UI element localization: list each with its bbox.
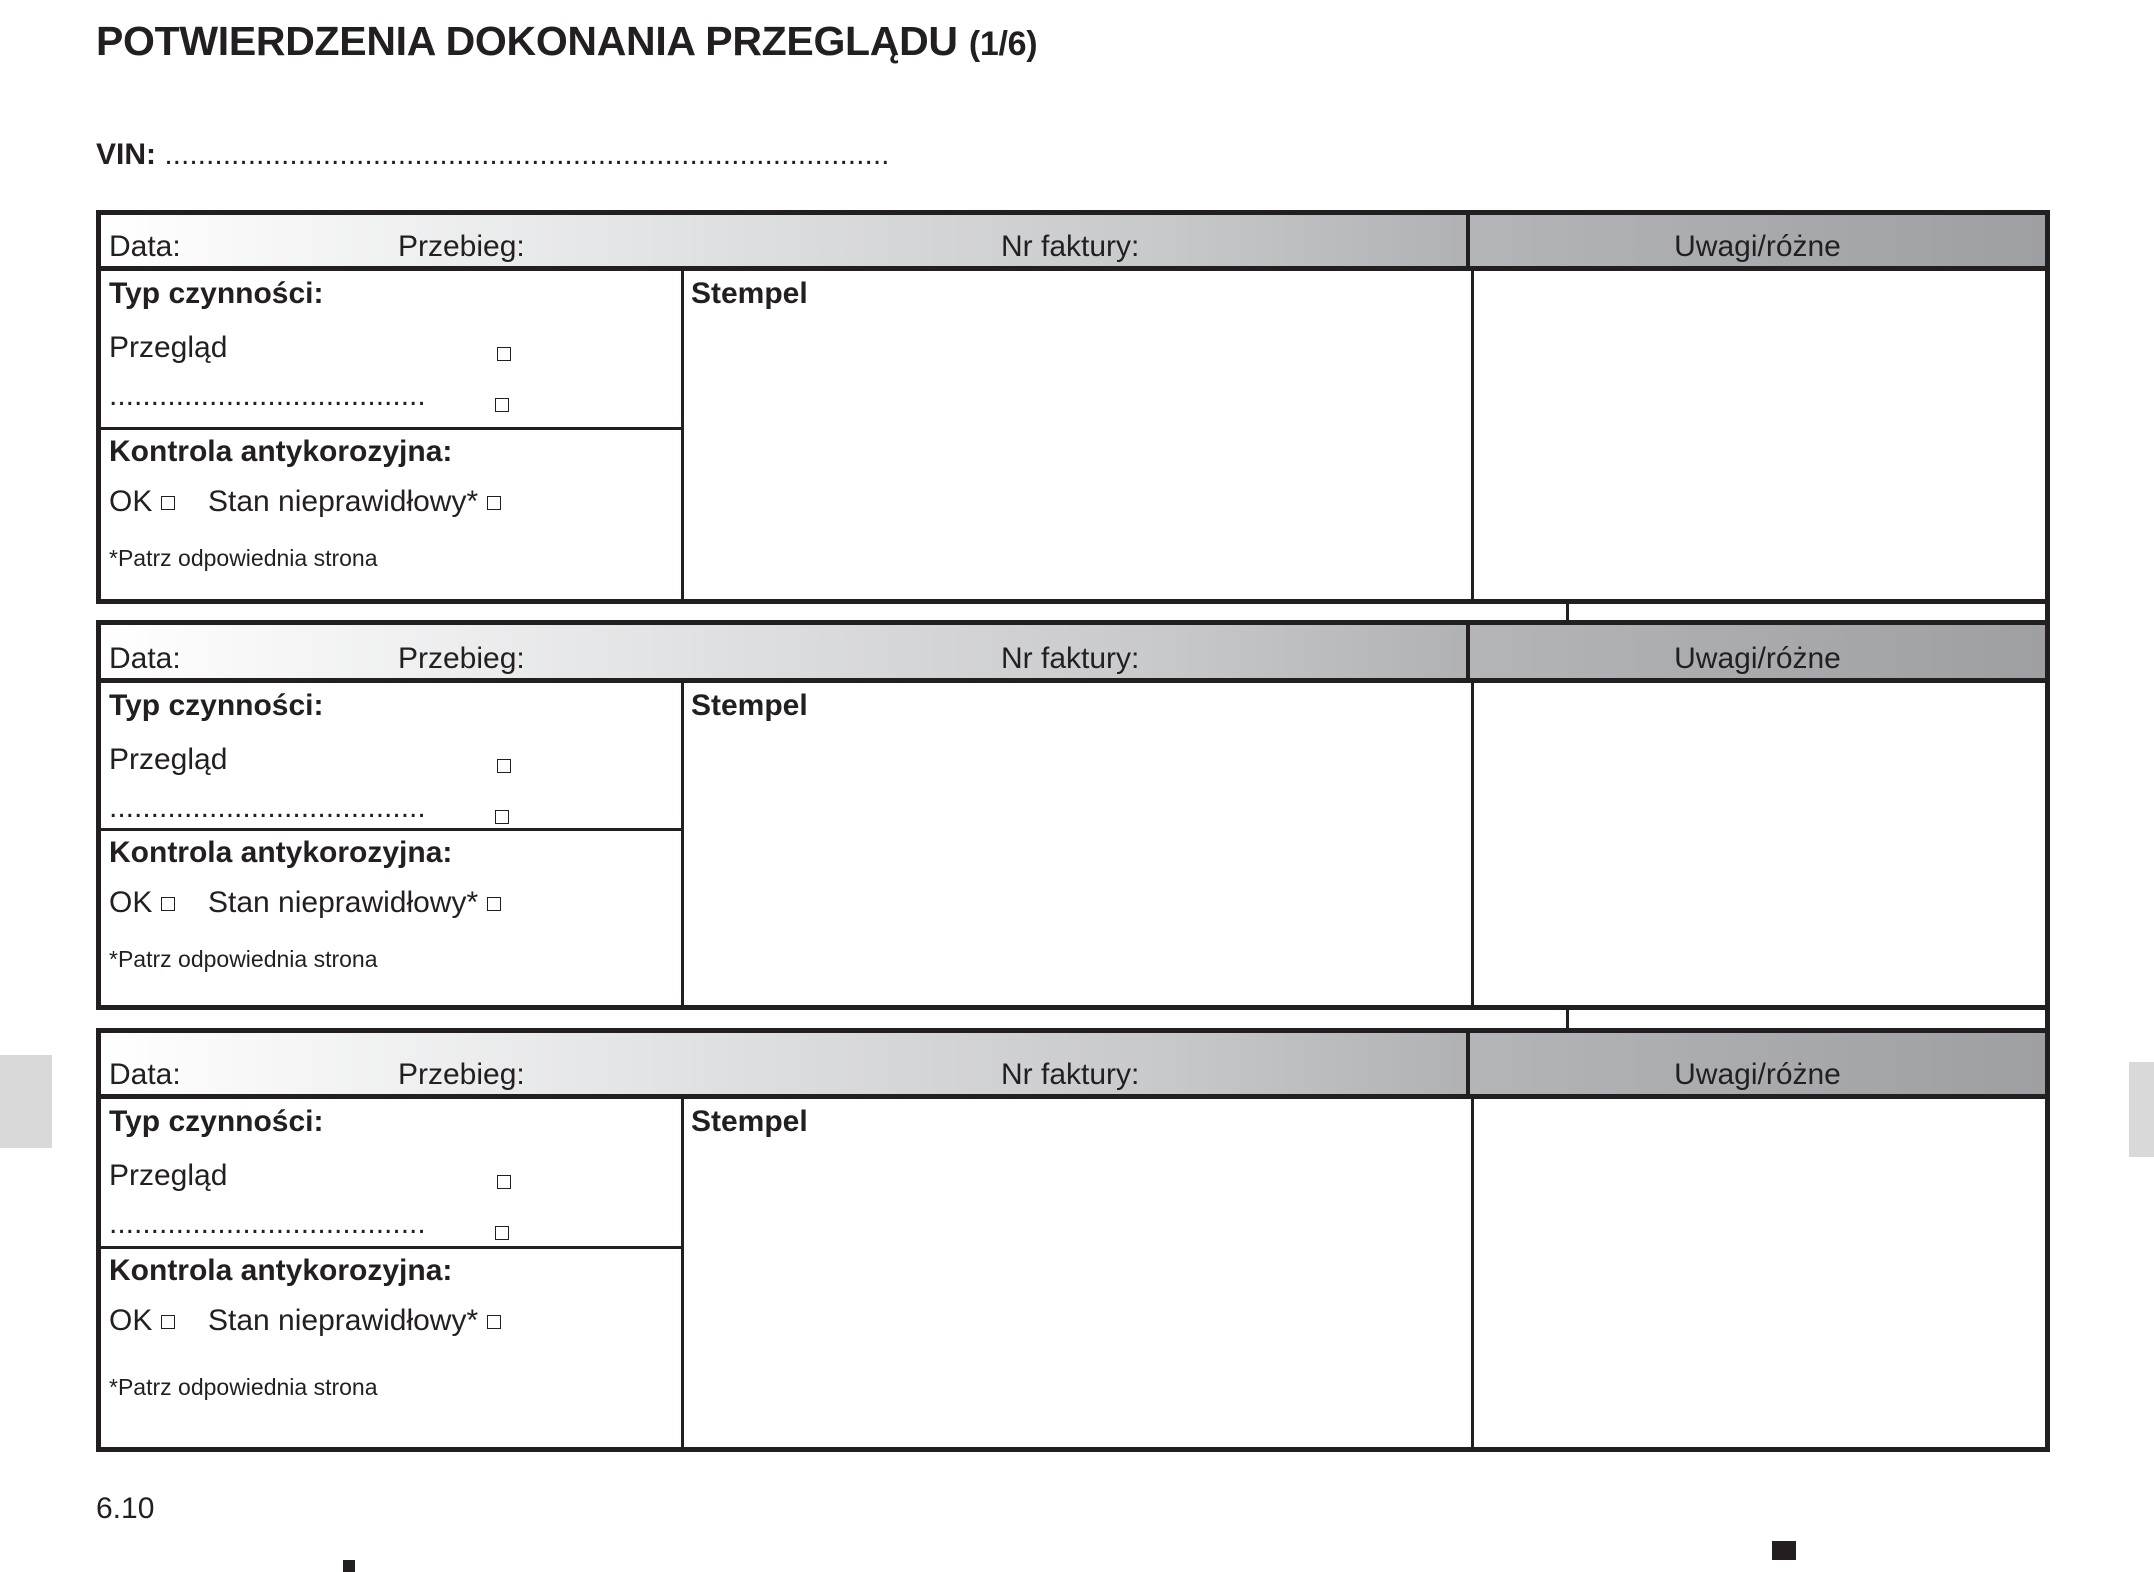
other-operation-checkbox[interactable] <box>495 398 509 412</box>
ok-checkbox[interactable] <box>161 897 175 911</box>
abnormal-label: Stan nieprawidłowy* <box>208 886 479 919</box>
operation-type-label: Typ czynności: <box>109 689 324 722</box>
footnote: *Patrz odpowiednia strona <box>109 545 378 571</box>
ok-label: OK <box>109 886 153 919</box>
mileage-field[interactable]: Przebieg: <box>398 1058 525 1091</box>
gap-divider <box>2045 1010 2050 1028</box>
inspection-label: Przegląd <box>109 743 228 776</box>
notes-area[interactable] <box>1474 1099 2045 1447</box>
footnote: *Patrz odpowiednia strona <box>109 1374 378 1400</box>
service-record-1 <box>96 210 2050 604</box>
ok-checkbox[interactable] <box>161 1315 175 1329</box>
ok-label: OK <box>109 485 153 518</box>
invoice-number-field[interactable]: Nr faktury: <box>1001 1058 1140 1091</box>
notes-label: Uwagi/różne <box>1674 1058 1841 1091</box>
inspection-checkbox[interactable] <box>497 347 511 361</box>
record-header <box>101 1033 2045 1099</box>
stamp-label: Stempel <box>691 689 808 722</box>
gap-divider <box>2045 604 2050 620</box>
crop-mark <box>343 1560 355 1572</box>
service-record-2 <box>96 620 2050 1010</box>
vin-field[interactable] <box>96 138 890 172</box>
section-divider <box>101 427 681 430</box>
corrosion-check-label: Kontrola antykorozyjna: <box>109 1254 453 1287</box>
invoice-number-field[interactable]: Nr faktury: <box>1001 642 1140 675</box>
notes-area[interactable] <box>1474 271 2045 599</box>
notes-header <box>1466 215 2045 266</box>
corrosion-abnormal-option[interactable] <box>208 1304 501 1338</box>
abnormal-checkbox[interactable] <box>487 496 501 510</box>
stamp-area[interactable] <box>684 1099 1471 1447</box>
notes-header <box>1466 625 2045 678</box>
abnormal-label: Stan nieprawidłowy* <box>208 485 479 518</box>
notes-area[interactable] <box>1474 683 2045 1005</box>
notes-label: Uwagi/różne <box>1674 230 1841 263</box>
corrosion-abnormal-option[interactable] <box>208 886 501 920</box>
corrosion-abnormal-option[interactable] <box>208 485 501 519</box>
service-record-3 <box>96 1028 2050 1452</box>
vin-dotted-line[interactable]: ....................................................................................... <box>164 138 890 171</box>
section-divider <box>101 1246 681 1249</box>
page-number: 6.10 <box>96 1492 155 1525</box>
page-title <box>96 18 1037 65</box>
operation-type-label: Typ czynności: <box>109 1105 324 1138</box>
left-page-tab <box>0 1055 52 1148</box>
date-field[interactable]: Data: <box>109 1058 181 1091</box>
ok-label: OK <box>109 1304 153 1337</box>
date-field[interactable]: Data: <box>109 642 181 675</box>
stamp-area[interactable] <box>684 271 1471 599</box>
invoice-number-field[interactable]: Nr faktury: <box>1001 230 1140 263</box>
abnormal-checkbox[interactable] <box>487 1315 501 1329</box>
notes-header <box>1466 1033 2045 1094</box>
stamp-label: Stempel <box>691 1105 808 1138</box>
ok-checkbox[interactable] <box>161 496 175 510</box>
other-operation-dotted-line[interactable]: ...................................... <box>109 791 426 824</box>
notes-label: Uwagi/różne <box>1674 642 1841 675</box>
other-operation-checkbox[interactable] <box>495 810 509 824</box>
mileage-field[interactable]: Przebieg: <box>398 642 525 675</box>
gap-divider <box>1566 604 1569 620</box>
operation-type-label: Typ czynności: <box>109 277 324 310</box>
stamp-label: Stempel <box>691 277 808 310</box>
inspection-label: Przegląd <box>109 1159 228 1192</box>
footnote: *Patrz odpowiednia strona <box>109 946 378 972</box>
other-operation-dotted-line[interactable]: ...................................... <box>109 379 426 412</box>
other-operation-dotted-line[interactable]: ...................................... <box>109 1207 426 1240</box>
gap-divider <box>1566 1010 1569 1028</box>
inspection-checkbox[interactable] <box>497 1175 511 1189</box>
abnormal-label: Stan nieprawidłowy* <box>208 1304 479 1337</box>
abnormal-checkbox[interactable] <box>487 897 501 911</box>
record-header <box>101 625 2045 683</box>
record-header <box>101 215 2045 271</box>
mileage-field[interactable]: Przebieg: <box>398 230 525 263</box>
corrosion-check-label: Kontrola antykorozyjna: <box>109 435 453 468</box>
corrosion-ok-option[interactable] <box>109 485 175 519</box>
title-text: POTWIERDZENIA DOKONANIA PRZEGLĄDU <box>96 18 958 64</box>
date-field[interactable]: Data: <box>109 230 181 263</box>
inspection-label: Przegląd <box>109 331 228 364</box>
inspection-checkbox[interactable] <box>497 759 511 773</box>
corrosion-check-label: Kontrola antykorozyjna: <box>109 836 453 869</box>
stamp-area[interactable] <box>684 683 1471 1005</box>
section-divider <box>101 828 681 831</box>
crop-mark <box>1772 1541 1796 1560</box>
corrosion-ok-option[interactable] <box>109 886 175 920</box>
corrosion-ok-option[interactable] <box>109 1304 175 1338</box>
title-page-fraction: (1/6) <box>968 25 1038 63</box>
other-operation-checkbox[interactable] <box>495 1226 509 1240</box>
vin-label: VIN: <box>96 138 156 171</box>
right-page-tab <box>2129 1062 2154 1157</box>
